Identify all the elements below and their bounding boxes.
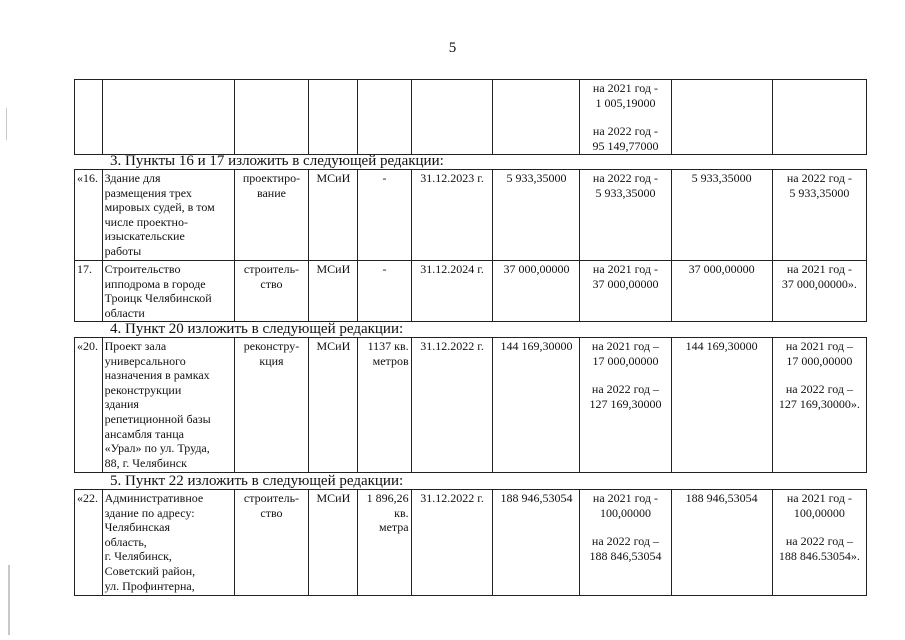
cell-type: реконстру- кция	[234, 338, 309, 473]
section-heading-4: 4. Пункт 20 изложить в следующей редакции:	[110, 321, 404, 337]
cell-funding: на 2021 год – 17 000,00000 на 2022 год – 127 169,30000».	[772, 338, 866, 473]
cell-num: «20.	[75, 338, 103, 473]
cell-total: 37 000,00000	[671, 261, 772, 322]
cell-type: строитель- ство	[234, 261, 309, 322]
cell-type	[234, 80, 309, 155]
cell-funding	[772, 80, 866, 155]
cell-funding: на 2021 год - 100,00000 на 2022 год – 188 846.53054».	[772, 490, 866, 596]
cell-capacity	[358, 80, 411, 155]
cell-deadline: 31.12.2023 г.	[411, 170, 493, 261]
cell-by-year: на 2022 год - 5 933,35000	[580, 170, 671, 261]
cell-capacity: 1 896,26 кв. метра	[358, 490, 411, 596]
cell-funding: на 2021 год - 37 000,00000».	[772, 261, 866, 322]
cell-type: строитель- ство	[234, 490, 309, 596]
cell-total: 188 946,53054	[671, 490, 772, 596]
table-row	[75, 490, 867, 596]
cell-deadline: 31.12.2022 г.	[411, 490, 493, 596]
cell-name: Здание для размещения трех мировых судей, в том числе проектно- изыскательские работы	[102, 170, 234, 261]
cell-num: «22.	[75, 490, 103, 596]
table-row	[75, 338, 867, 473]
page-number: 5	[448, 40, 457, 56]
cell-org: МСиИ	[309, 261, 358, 322]
cell-org	[309, 80, 358, 155]
cell-cost: 188 946,53054	[493, 490, 580, 596]
cell-total: 5 933,35000	[671, 170, 772, 261]
cell-org: МСиИ	[309, 338, 358, 473]
table-section-3	[74, 169, 867, 322]
cell-num: 17.	[75, 261, 103, 322]
section-heading-5: 5. Пункт 22 изложить в следующей редакции:	[110, 473, 404, 489]
table-row	[75, 261, 867, 322]
cell-by-year: на 2021 год – 17 000,00000 на 2022 год – 127 169,30000	[580, 338, 671, 473]
cell-cost: 5 933,35000	[493, 170, 580, 261]
cell-cost: 37 000,00000	[493, 261, 580, 322]
table-row	[75, 170, 867, 261]
cell-cost: 144 169,30000	[493, 338, 580, 473]
cell-deadline: 31.12.2022 г.	[411, 338, 493, 473]
cell-name: Строительство ипподрома в городе Троицк Челябинской области	[102, 261, 234, 322]
cell-org: МСиИ	[309, 170, 358, 261]
cell-funding: на 2022 год - 5 933,35000	[772, 170, 866, 261]
cell-deadline: 31.12.2024 г.	[411, 261, 493, 322]
cell-org: МСиИ	[309, 490, 358, 596]
cell-num: «16.	[75, 170, 103, 261]
cell-capacity: 1137 кв. метров	[358, 338, 411, 473]
cell-name	[102, 80, 234, 155]
cell-cost	[493, 80, 580, 155]
table-row	[75, 80, 867, 155]
cell-capacity: -	[358, 170, 411, 261]
cell-name: Административное здание по адресу: Челябинская область, г. Челябинск, Советский район, ул. Профинтерна,	[102, 490, 234, 596]
cell-deadline	[411, 80, 493, 155]
cell-total: 144 169,30000	[671, 338, 772, 473]
scan-mark-top	[6, 108, 7, 140]
table-section-4	[74, 337, 867, 473]
cell-by-year: на 2021 год - 100,00000 на 2022 год – 188 846,53054	[580, 490, 671, 596]
cell-total	[671, 80, 772, 155]
cell-type: проектиро- вание	[234, 170, 309, 261]
table-section-5	[74, 489, 867, 596]
cell-num	[75, 80, 103, 155]
cell-name: Проект зала универсального назначения в рамках реконструкции здания репетиционной базы ансамбля танца «Урал» по ул. Труда, 88, г. Челябинск	[102, 338, 234, 473]
cell-capacity: -	[358, 261, 411, 322]
cell-by-year: на 2021 год - 1 005,19000 на 2022 год - 95 149,77000	[580, 80, 671, 155]
scan-mark-bottom	[8, 565, 10, 635]
table-continuation	[74, 79, 867, 155]
cell-by-year: на 2021 год - 37 000,00000	[580, 261, 671, 322]
section-heading-3: 3. Пункты 16 и 17 изложить в следующей редакции:	[110, 153, 444, 169]
